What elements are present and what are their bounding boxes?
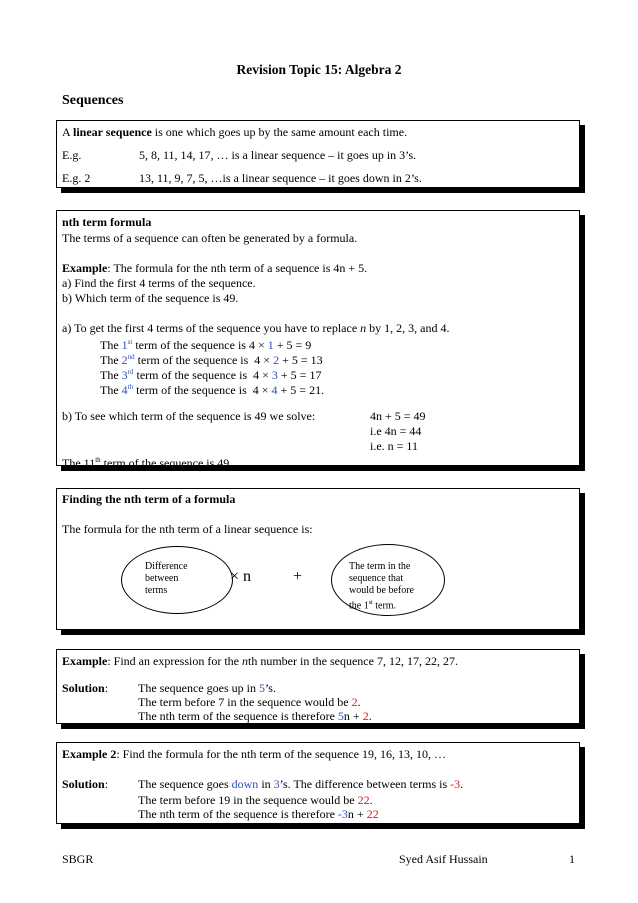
solution-line-3: The nth term of the sequence is therefore 5n + 2. <box>138 709 372 723</box>
intro-text: The terms of a sequence can often be generated by a formula. <box>62 231 358 245</box>
page-title: Revision Topic 15: Algebra 2 <box>236 62 402 77</box>
linear-sequence-box <box>56 120 580 188</box>
answer-a-intro: a) To get the first 4 terms of the sequence you have to replace n by 1, 2, 3, and 4. <box>62 321 450 335</box>
example-box <box>56 649 580 724</box>
footer-author: Syed Asif Hussain <box>399 852 488 866</box>
nth-term-formula-box <box>56 210 580 470</box>
solution-line-1: The sequence goes down in 3’s. The difference between terms is -3. <box>138 777 464 791</box>
example-2-label: E.g. 2 <box>62 171 91 185</box>
finding-nth-term-box <box>56 488 580 630</box>
box-heading: nth term formula <box>62 215 152 229</box>
box-heading: Finding the nth term of a formula <box>62 492 236 506</box>
question-a: a) Find the first 4 terms of the sequence. <box>62 276 256 290</box>
term-line-1: The 1st term of the sequence is 4 × 1 + 5 = 9 <box>100 338 312 352</box>
solve-step-3: i.e. n = 11 <box>370 439 418 453</box>
example-2-text: 13, 11, 9, 7, 5, …is a linear sequence – it goes down in 2’s. <box>139 171 422 185</box>
solve-step-1: 4n + 5 = 49 <box>370 409 426 423</box>
question-b: b) Which term of the sequence is 49. <box>62 291 239 305</box>
term-line-3: The 3rd term of the sequence is 4 × 3 + 5 = 17 <box>100 368 322 382</box>
term-line-4: The 4th term of the sequence is 4 × 4 + 5 = 21. <box>100 383 325 397</box>
term-before-oval-line-4: the 1st term. <box>349 600 397 612</box>
solution-label: Solution: <box>62 681 109 695</box>
footer-left: SBGR <box>62 852 94 866</box>
solve-step-2: i.e 4n = 44 <box>370 424 422 438</box>
page-number: 1 <box>569 852 575 866</box>
solution-line-2: The term before 7 in the sequence would be 2. <box>138 695 361 709</box>
plus-symbol: + <box>293 568 303 585</box>
term-before-oval-line-2: sequence that <box>349 573 404 584</box>
difference-oval-line-1: Difference <box>145 561 188 572</box>
conclusion: The 11th term of the sequence is 49. <box>62 456 233 470</box>
solution-line-3: The nth term of the sequence is therefore -3n + 22 <box>138 807 379 821</box>
term-before-oval-line-3: would be before <box>349 585 414 596</box>
solution-line-2: The term before 19 in the sequence would be 22. <box>138 793 373 807</box>
solution-label: Solution: <box>62 777 109 791</box>
answer-b-text: b) To see which term of the sequence is 49 we solve: <box>62 409 316 423</box>
difference-oval-line-3: terms <box>145 585 168 596</box>
example-2-box <box>56 742 580 824</box>
solution-line-1: The sequence goes up in 5’s. <box>138 681 276 695</box>
example-1-text: 5, 8, 11, 14, 17, … is a linear sequence – it goes up in 3’s. <box>139 148 417 162</box>
term-line-2: The 2nd term of the sequence is 4 × 2 + 5 = 13 <box>100 353 323 367</box>
definition-line: A linear sequence is one which goes up by the same amount each time. <box>62 125 408 139</box>
section-heading: Sequences <box>62 93 124 108</box>
term-linear-sequence: linear sequence <box>73 125 152 139</box>
difference-oval-line-2: between <box>145 573 179 584</box>
example-line: Example: The formula for the nth term of a sequence is 4n + 5. <box>62 261 368 275</box>
example-1-label: E.g. <box>62 148 82 162</box>
times-n-symbol: × n <box>230 568 252 585</box>
intro-text: The formula for the nth term of a linear sequence is: <box>62 522 313 536</box>
example-question: Example: Find an expression for the nth number in the sequence 7, 12, 17, 22, 27. <box>62 654 458 668</box>
term-before-oval-line-1: The term in the <box>349 561 411 572</box>
example-2-question: Example 2: Find the formula for the nth term of the sequence 19, 16, 13, 10, … <box>62 747 446 761</box>
